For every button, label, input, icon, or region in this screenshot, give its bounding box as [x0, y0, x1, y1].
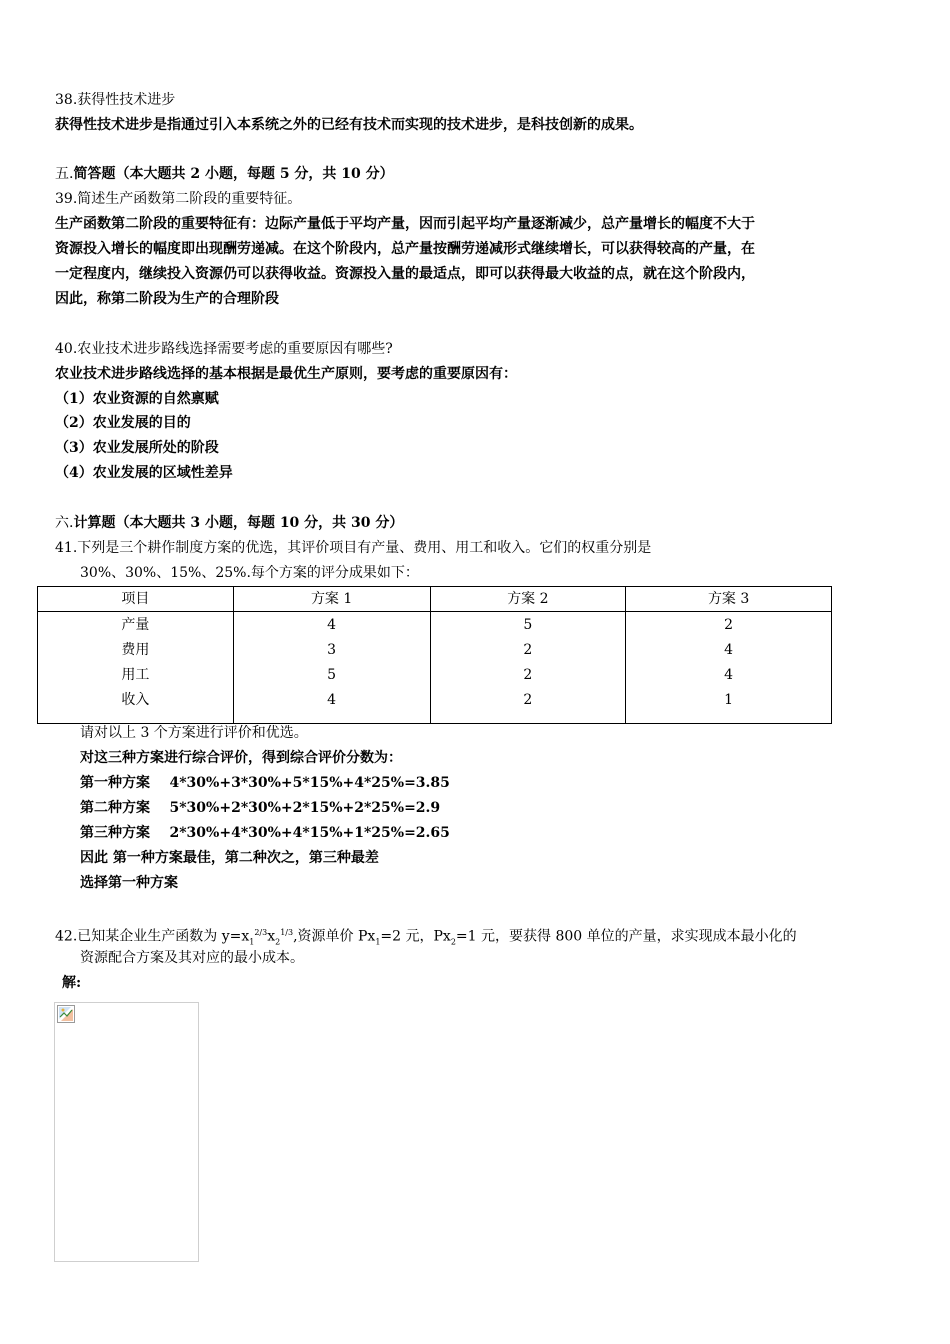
table-body-row	[38, 612, 832, 724]
q39-answer-line: 一定程度内，继续投入资源仍可以获得收益。资源投入量的最适点，即可以获得最大收益的点，就在这个阶段内，	[55, 266, 755, 282]
section6-number: 六.	[55, 515, 74, 531]
broken-image-icon	[57, 1005, 75, 1023]
table-column-plan1	[233, 612, 430, 724]
section6-heading	[55, 514, 403, 532]
table-cell: 4	[724, 642, 734, 658]
table-cell: 2	[724, 617, 734, 633]
q39-answer-line: 因此，称第二阶段为生产的合理阶段	[55, 291, 279, 307]
table-column-plan3	[626, 612, 832, 724]
q42-subscript: 1	[375, 937, 381, 947]
q42-text: =2 元，Px	[380, 928, 451, 945]
q42-solution-label: 解:	[62, 975, 82, 991]
q40-title: 40.农业技术进步路线选择需要考虑的重要原因有哪些?	[55, 341, 393, 357]
q41-answer-line: 因此 第一种方案最佳，第二种次之，第三种最差	[80, 850, 379, 866]
q39-answer-line: 生产函数第二阶段的重要特征有：边际产量低于平均产量，因而引起平均产量逐渐减少，总产量增长的幅度不大于	[55, 216, 755, 232]
q41-question: 请对以上 3 个方案进行评价和优选。	[80, 725, 308, 741]
table-column-items	[38, 612, 234, 724]
table-cell: 2	[523, 642, 533, 658]
section5-number: 五.	[55, 166, 74, 182]
q42-superscript: 2/3	[254, 928, 268, 937]
q42-subscript: 2	[275, 937, 281, 947]
table-cell: 2	[523, 667, 533, 683]
table-column-plan2	[430, 612, 626, 724]
q42-line1	[55, 924, 797, 951]
solution-image-placeholder	[54, 1002, 199, 1262]
q41-answer-line: 选择第一种方案	[80, 875, 178, 891]
table-cell: 5	[327, 667, 337, 683]
q41-answer-line: 第二种方案 5*30%+2*30%+2*15%+2*25%=2.9	[80, 800, 441, 816]
q42-line2: 资源配合方案及其对应的最小成本。	[80, 950, 304, 966]
table-cell: 产量	[121, 617, 150, 633]
q42-text: ,资源单价 Px	[293, 928, 376, 945]
q42-subscript: 1	[249, 937, 255, 947]
table-cell: 5	[523, 617, 533, 633]
table-cell: 用工	[121, 667, 150, 683]
q38-answer: 获得性技术进步是指通过引入本系统之外的已经有技术而实现的技术进步，是科技创新的成果。	[55, 117, 643, 133]
table-cell: 1	[724, 692, 734, 708]
table-cell: 4	[327, 617, 337, 633]
section5-title: 简答题（本大题共 2 小题，每题 5 分，共 10 分）	[73, 166, 394, 182]
q41-intro-line: 41.下列是三个耕作制度方案的优选，其评价项目有产量、费用、用工和收入。它们的权重分别是	[55, 540, 652, 556]
q40-item: （4）农业发展的区域性差异	[55, 465, 233, 481]
table-cell: 2	[523, 692, 533, 708]
q40-item: （1）农业资源的自然禀赋	[55, 391, 219, 407]
table-cell: 3	[327, 642, 337, 658]
q39-title: 39.简述生产函数第二阶段的重要特征。	[55, 191, 302, 207]
q42-text: 42.已知某企业生产函数为 y=x	[55, 928, 250, 945]
q42-subscript: 2	[450, 937, 456, 947]
table-header-cell: 方案 2	[430, 587, 626, 612]
table-cell: 收入	[121, 692, 150, 708]
table-header-cell: 方案 1	[233, 587, 430, 612]
table-cell: 费用	[121, 642, 150, 658]
table-cell: 4	[724, 667, 734, 683]
q39-answer-line: 资源投入增长的幅度即出现酬劳递减。在这个阶段内，总产量按酬劳递减形式继续增长，可以获得较高的产量，在	[55, 241, 755, 257]
q42-superscript: 1/3	[280, 928, 294, 937]
q38-title: 38.获得性技术进步	[55, 92, 176, 108]
table-cell: 4	[327, 692, 337, 708]
q40-item: （3）农业发展所处的阶段	[55, 440, 219, 456]
q41-answer-line: 第三种方案 2*30%+4*30%+4*15%+1*25%=2.65	[80, 825, 450, 841]
section6-title: 计算题（本大题共 3 小题，每题 10 分，共 30 分）	[73, 515, 404, 531]
q42-text: =1 元，要获得 800 单位的产量，求实现成本最小化的	[455, 928, 797, 945]
table-header-cell: 项目	[38, 587, 234, 612]
scoring-table	[37, 586, 832, 724]
q40-item: （2）农业发展的目的	[55, 415, 191, 431]
table-header-row	[38, 587, 832, 612]
q41-answer-line: 对这三种方案进行综合评价，得到综合评价分数为：	[80, 750, 402, 766]
q41-intro-line: 30%、30%、15%、25%.每个方案的评分成果如下：	[80, 565, 419, 581]
section5-heading	[55, 165, 394, 183]
q40-answer-intro: 农业技术进步路线选择的基本根据是最优生产原则，要考虑的重要原因有：	[55, 366, 517, 382]
q42-text: x	[267, 928, 276, 945]
q41-answer-line: 第一种方案 4*30%+3*30%+5*15%+4*25%=3.85	[80, 775, 450, 791]
table-header-cell: 方案 3	[626, 587, 832, 612]
